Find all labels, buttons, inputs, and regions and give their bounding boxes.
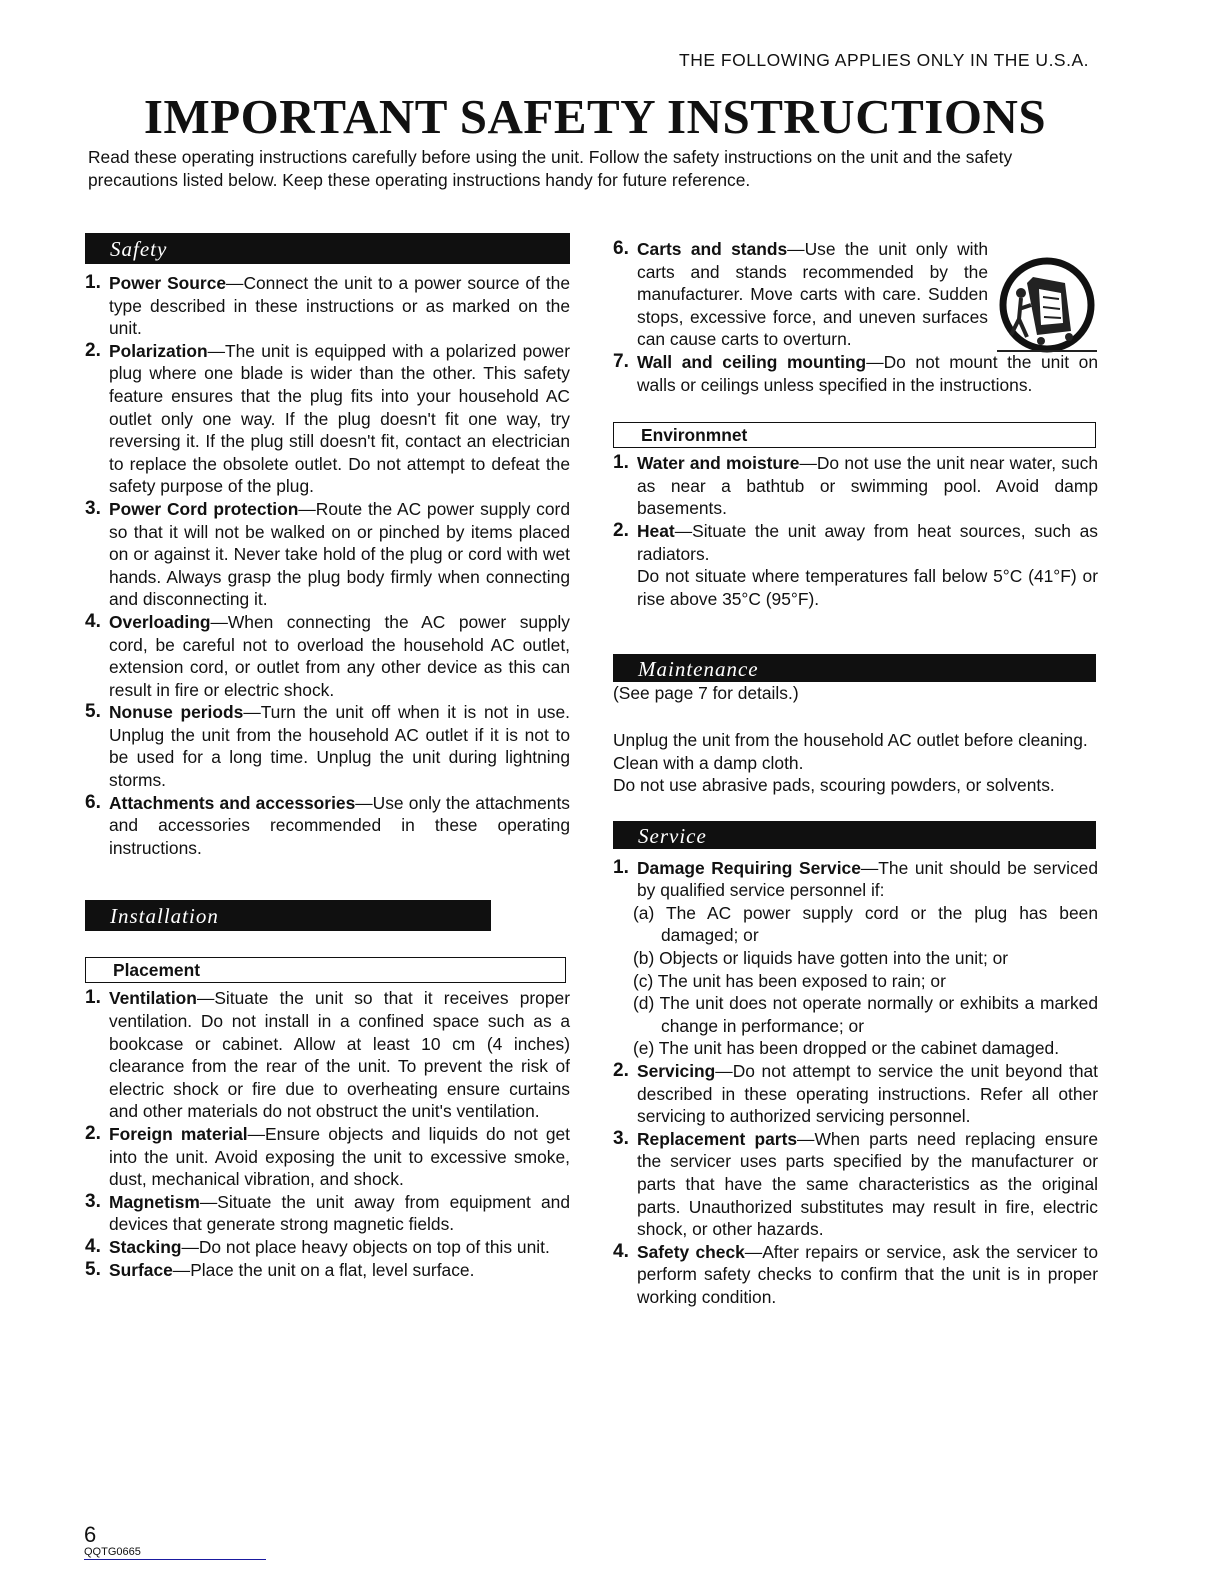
- item-text: —Place the unit on a flat, level surface.: [172, 1259, 475, 1280]
- item-text: —When connecting the AC power supply cord, be careful not to overload the household AC outlet, extension cord, or outlet from any other device as this can result in fire or electric shock.: [109, 611, 570, 700]
- environment-list: [613, 452, 1098, 610]
- sub-item: (a) The AC power supply cord or the plug has been damaged; or: [633, 902, 1098, 946]
- item-term: Overloading: [109, 611, 211, 632]
- list-item: [613, 351, 1098, 396]
- document-code: QQTG0665: [84, 1546, 141, 1558]
- list-item: [85, 498, 570, 611]
- sub-item: (c) The unit has been exposed to rain; or: [633, 970, 946, 991]
- item-text: —Do not attempt to service the unit beyond that described in these operating instructions. Refer all other servicing to authorized servicing personnel.: [637, 1061, 1098, 1127]
- item-term: Power Cord protection: [109, 498, 299, 519]
- item-number: 4.: [85, 1235, 101, 1257]
- item-text: —Route the AC power supply cord so that it will not be walked on or pinched by items placed on or against it. Never take hold of the plug or cord with wet hands. Always grasp the plug body firmly when connecting and disconnecting it.: [109, 498, 570, 610]
- item-term: Heat: [637, 520, 675, 541]
- environment-heading: Environmnet: [613, 422, 1096, 448]
- item-number: 4.: [613, 1240, 629, 1262]
- maintenance-heading: Maintenance: [613, 654, 1096, 682]
- item-number: 6.: [613, 238, 629, 259]
- placement-heading: Placement: [85, 957, 566, 983]
- item-text: —When parts need replacing ensure the servicer uses parts specified by the manufacturer or parts that have the same characteristics as the original parts. Unauthorized substitutes may result in fire, electric shock, or other hazards.: [637, 1128, 1099, 1240]
- item-term: Surface: [109, 1259, 173, 1280]
- item-text: —Do not place heavy objects on top of this unit.: [181, 1236, 550, 1257]
- list-item: [85, 1259, 570, 1282]
- item-term: Power Source: [109, 273, 227, 293]
- safety-heading: Safety: [85, 233, 570, 264]
- item-number: 6.: [85, 791, 101, 813]
- item-number: 1.: [613, 452, 629, 474]
- item-term: Wall and ceiling mounting: [637, 351, 867, 372]
- item-number: 1.: [613, 856, 629, 878]
- safety-list: [85, 272, 570, 859]
- usa-only-note: THE FOLLOWING APPLIES ONLY IN THE U.S.A.: [679, 50, 1089, 70]
- list-item: [613, 520, 1098, 610]
- item-number: 1.: [85, 987, 101, 1009]
- maintenance-line: Unplug the unit from the household AC outlet before cleaning.: [613, 729, 1088, 750]
- item-term: Safety check: [637, 1241, 745, 1262]
- list-item: [613, 452, 1098, 520]
- footer-rule: [84, 1559, 266, 1560]
- sub-item: (b) Objects or liquids have gotten into the unit; or: [633, 948, 1009, 969]
- intro-paragraph: Read these operating instructions carefully before using the unit. Follow the safety instructions on the unit and the safety precautions listed below. Keep these operating instructions handy for future reference.: [88, 147, 1013, 190]
- service-heading: Service: [613, 821, 1096, 849]
- item-text: —Do not mount the unit on walls or ceilings unless specified in the instructions.: [637, 351, 1098, 395]
- sub-item: (d) The unit does not operate normally or exhibits a marked change in performance; or: [633, 993, 1098, 1036]
- item-term: Ventilation: [109, 988, 197, 1009]
- item-number: 2.: [85, 339, 101, 361]
- item-text: —The unit should be serviced by qualified service personnel if:: [637, 857, 1098, 901]
- list-item: [85, 1236, 570, 1259]
- item-number: 3.: [85, 497, 101, 519]
- list-item: [613, 1060, 1098, 1128]
- list-item: [85, 792, 570, 860]
- list-item: [613, 1128, 1098, 1241]
- list-item: [85, 611, 570, 701]
- installation-continued-list: [613, 238, 1098, 396]
- list-item: [85, 701, 570, 791]
- item-number: 3.: [85, 1190, 101, 1212]
- item-text: —Situate the unit away from equipment and devices that generate strong magnetic fields.: [109, 1191, 570, 1235]
- item-number: 7.: [613, 350, 629, 372]
- item-text: —Turn the unit off when it is not in use. Unplug the unit from the household AC outlet if it is not to be used for a long time. Unplug the unit during lightning storms.: [109, 702, 570, 791]
- item-term: Damage Requiring Service: [637, 857, 861, 878]
- item-text: —Situate the unit away from heat sources, such as radiators.: [637, 520, 1098, 564]
- item-term: Stacking: [109, 1236, 182, 1257]
- sub-item: (e) The unit has been dropped or the cabinet damaged.: [633, 1038, 1060, 1059]
- list-item: [85, 1191, 570, 1236]
- item-text: —Connect the unit to a power source of the type described in these instructions or as marked on the unit.: [109, 273, 570, 339]
- maintenance-line: Clean with a damp cloth.: [613, 752, 804, 773]
- item-number: 2.: [613, 1060, 629, 1082]
- list-item: [613, 238, 1098, 351]
- item-number: 5.: [85, 701, 101, 723]
- list-item: [85, 272, 570, 340]
- page-title: IMPORTANT SAFETY INSTRUCTIONS: [143, 89, 1047, 144]
- installation-heading: Installation: [85, 900, 491, 931]
- placement-list: [85, 987, 570, 1281]
- item-number: 2.: [613, 519, 629, 541]
- right-column: [613, 238, 1098, 1309]
- item-term: Servicing: [637, 1061, 716, 1082]
- maintenance-see-page: (See page 7 for details.): [613, 683, 799, 704]
- item-text: —Do not use the unit near water, such as near a bathtub or swimming pool. Avoid damp basements.: [637, 453, 1099, 519]
- item-number: 4.: [85, 610, 101, 632]
- page-number: 6: [84, 1522, 97, 1547]
- list-item: [85, 1123, 570, 1191]
- item-text: —After repairs or service, ask the servicer to perform safety checks to confirm that the unit is in proper working condition.: [637, 1241, 1099, 1307]
- item-number: 1.: [85, 272, 101, 293]
- service-list: [613, 857, 1098, 1309]
- item-number: 2.: [85, 1123, 101, 1144]
- item-term: Foreign material: [109, 1124, 248, 1144]
- item-term: Polarization: [109, 340, 208, 361]
- list-item: [613, 1241, 1098, 1309]
- item-term: Replacement parts: [637, 1128, 798, 1149]
- maintenance-line: Do not use abrasive pads, scouring powders, or solvents.: [613, 775, 1055, 796]
- item-term: Attachments and accessories: [109, 792, 356, 813]
- item-term: Carts and stands: [637, 239, 788, 259]
- service-condition-list: [633, 902, 1098, 1060]
- item-text: —The unit is equipped with a polarized power plug where one blade is wider than the other. This safety feature ensures that the plug fits into your household AC outlet only one way. If the plug doesn't fit one way, try reversing it. If the plug still doesn't fit, contact an electrician to replace the obsolete outlet. Do not attempt to defeat the safety purpose of the plug.: [109, 340, 570, 497]
- item-extra-text: Do not situate where temperatures fall below 5°C (41°F) or rise above 35°C (95°F).: [637, 566, 1098, 609]
- list-item: [613, 857, 1098, 1060]
- item-text: —Use the unit only with carts and stands recommended by the manufacturer. Move carts with care. Sudden stops, excessive force, and uneven surfaces can cause carts to overturn.: [637, 239, 988, 350]
- list-item: [85, 340, 570, 498]
- item-text: —Use only the attachments and accessories recommended in these operating instructions.: [109, 792, 571, 858]
- item-text: —Situate the unit so that it receives proper ventilation. Do not install in a confined space such as a bookcase or cabinet. Allow at least 10 cm (4 inches) clearance from the rear of the unit. To prevent the risk of electric shock or fire due to overheating ensure curtains and other materials do not obstruct the unit's ventilation.: [109, 988, 570, 1122]
- item-term: Nonuse periods: [109, 702, 244, 723]
- item-number: 3.: [613, 1127, 629, 1149]
- item-term: Water and moisture: [637, 453, 800, 474]
- left-column: [85, 233, 570, 1281]
- list-item: [85, 987, 570, 1123]
- item-text: —Ensure objects and liquids do not get into the unit. Avoid exposing the unit to excessive smoke, dust, mechanical vibration, and shock.: [109, 1124, 570, 1190]
- item-term: Magnetism: [109, 1191, 200, 1212]
- item-number: 5.: [85, 1258, 101, 1280]
